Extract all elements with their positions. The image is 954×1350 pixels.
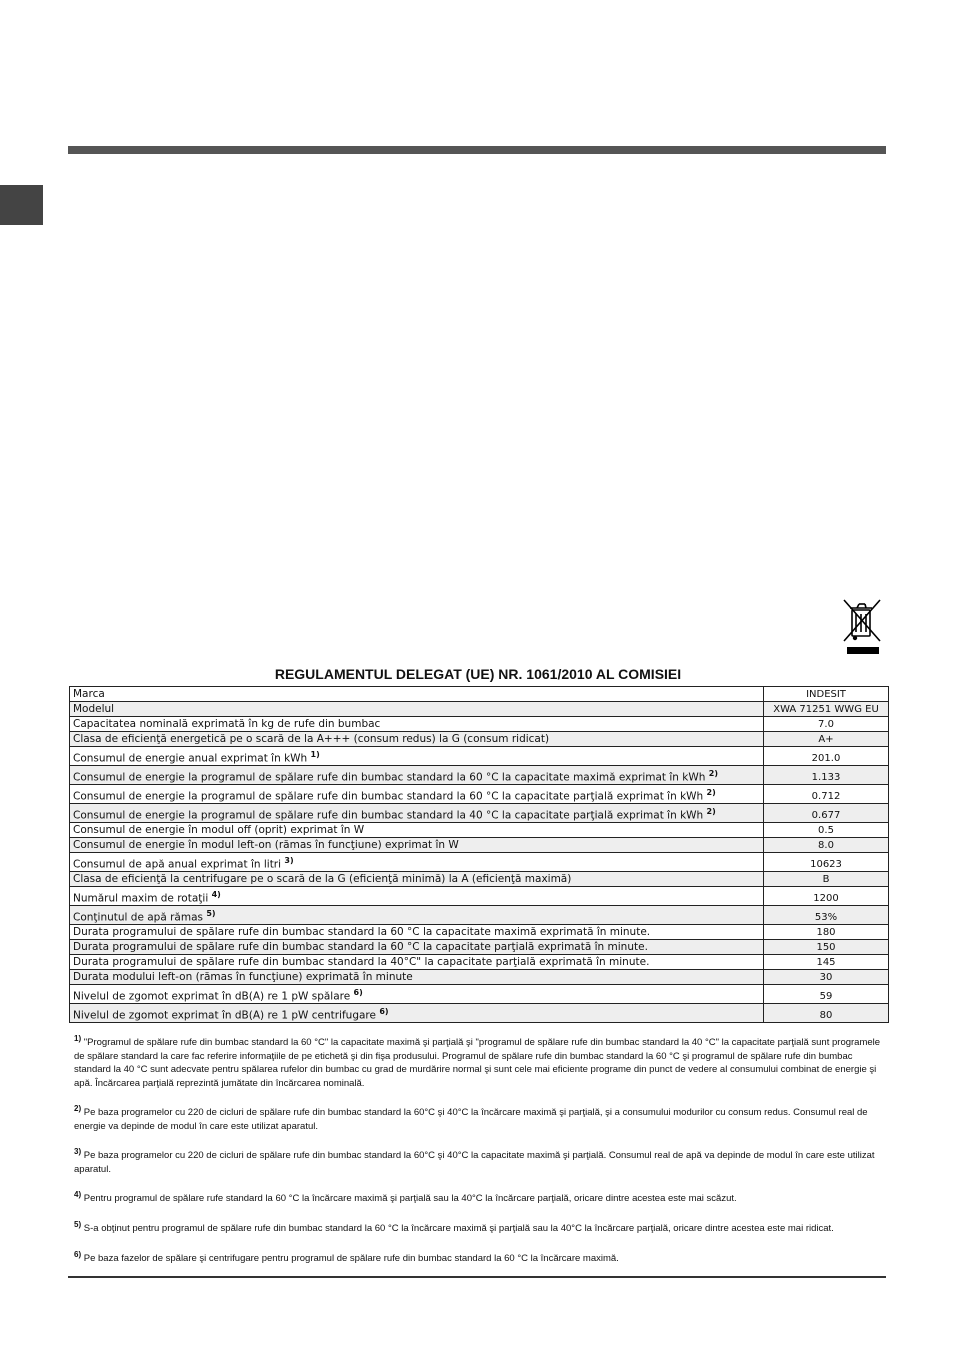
- spec-value: 10623: [764, 853, 889, 872]
- footnote-marker: 4): [74, 1190, 82, 1200]
- spec-row: [70, 747, 889, 766]
- spec-label: Clasa de eficienţă la centrifugare pe o scară de la G (eficienţă minimă) la A (eficienţă maximă): [73, 873, 572, 886]
- spec-value: 8.0: [764, 838, 889, 853]
- spec-label: Capacitatea nominală exprimată în kg de rufe din bumbac: [73, 718, 381, 731]
- spec-label: Durata modului left-on (rămas în funcţiune) exprimată în minute: [73, 971, 413, 984]
- spec-label: Clasa de eficienţă energetică pe o scară de la A+++ (consum redus) la G (consum ridicat): [73, 733, 550, 746]
- spec-row: [70, 985, 889, 1004]
- footnote-reference: 6): [379, 1006, 389, 1016]
- section-tab-marker: [0, 185, 43, 225]
- footnote-marker: 6): [74, 1249, 82, 1259]
- spec-label: Conţinutul de apă rămas: [73, 911, 203, 924]
- footnote-marker: 2): [74, 1104, 82, 1114]
- footnote-text: Pe baza programelor cu 220 de cicluri de spălare rufe din bumbac standard la 60°C şi 40°C la încărcare maximă şi parţială, şi a consumului modurilor cu consum redus. Consumul real de energie va depinde de modul în care este utilizat aparatul.: [74, 1107, 868, 1132]
- spec-value: 145: [764, 955, 889, 970]
- spec-row: [70, 702, 889, 717]
- spec-value: XWA 71251 WWG EU: [764, 702, 889, 717]
- footnote-reference: 5): [206, 908, 216, 918]
- footnote-item: [74, 1188, 884, 1206]
- footnote-item: [74, 1145, 884, 1176]
- footnote-text: "Programul de spălare rufe din bumbac standard la 60 °C" la capacitate maximă şi parţială şi "programul de spălare rufe din bumbac standard la 40 °C" la capacitate parţială sunt programele de spălare standard la care fac referire informaţiile de pe etichetă şi din fişa produsului. Programul de spălare rufe din bumbac standard la 60 °C şi programul de spălare rufe din bumbac standard la 40 °C sunt adecvate pentru spălarea rufelor din bumbac cu grad de murdărire normal şi sunt cele mai eficiente programe din punct de vedere al consumului combinat de energie şi apă. Încărcarea parţială reprezintă jumătate din încărcarea nominală.: [74, 1037, 881, 1089]
- spec-row: [70, 838, 889, 853]
- spec-label-cell: [70, 687, 764, 702]
- footnote-reference: 1): [310, 749, 320, 759]
- spec-label-cell: [70, 804, 764, 823]
- spec-value: B: [764, 872, 889, 887]
- spec-label-cell: [70, 717, 764, 732]
- spec-value: 150: [764, 940, 889, 955]
- spec-label-cell: [70, 766, 764, 785]
- spec-label: Consumul de energie la programul de spălare rufe din bumbac standard la 60 °C la capacitate maximă exprimat în kWh: [73, 771, 706, 784]
- spec-label: Durata programului de spălare rufe din bumbac standard la 60 °C la capacitate maximă exprimată în minute.: [73, 926, 651, 939]
- footer-rule: [68, 1276, 886, 1278]
- spec-value: A+: [764, 732, 889, 747]
- spec-value: 0.712: [764, 785, 889, 804]
- spec-row: [70, 970, 889, 985]
- spec-row: [70, 872, 889, 887]
- spec-label-cell: [70, 747, 764, 766]
- footnote-item: [74, 1032, 884, 1090]
- spec-row: [70, 785, 889, 804]
- footnote-text: S-a obţinut pentru programul de spălare rufe din bumbac standard la 60 °C la încărcare maximă şi parţială sau la 40°C la încărcare parţială, oricare dintre acestea este mai ridicat.: [83, 1223, 834, 1235]
- footnote-text: Pentru programul de spălare rufe standard la 60 °C la încărcare maximă şi parţială sau la 40°C la încărcare parţială, oricare dintre acestea este mai scăzut.: [83, 1193, 737, 1205]
- footnote-marker: 5): [74, 1220, 82, 1230]
- footnote-reference: 3): [284, 855, 294, 865]
- spec-label-cell: [70, 970, 764, 985]
- footnote-marker: 1): [74, 1034, 82, 1043]
- spec-table: [69, 686, 889, 1023]
- spec-label: Consumul de energie la programul de spălare rufe din bumbac standard la 40 °C la capacitate parţială exprimat în kWh: [73, 809, 704, 822]
- footnote-reference: 2): [706, 787, 716, 797]
- spec-label-cell: [70, 853, 764, 872]
- spec-row: [70, 940, 889, 955]
- spec-row: [70, 823, 889, 838]
- spec-value: 7.0: [764, 717, 889, 732]
- spec-label: Consumul de energie în modul off (oprit) exprimat în W: [73, 824, 365, 837]
- spec-row: [70, 766, 889, 785]
- spec-row: [70, 687, 889, 702]
- footnote-marker: 3): [74, 1147, 82, 1157]
- spec-row: [70, 906, 889, 925]
- spec-row: [70, 804, 889, 823]
- spec-label-cell: [70, 940, 764, 955]
- spec-row: [70, 887, 889, 906]
- spec-row: [70, 925, 889, 940]
- spec-label: Numărul maxim de rotaţii: [73, 892, 209, 905]
- spec-value: 1.133: [764, 766, 889, 785]
- spec-label-cell: [70, 925, 764, 940]
- spec-label: Durata programului de spălare rufe din bumbac standard la 40°C" la capacitate parţială exprimată în minute.: [73, 956, 650, 969]
- spec-value: 0.5: [764, 823, 889, 838]
- spec-label: Modelul: [73, 703, 115, 716]
- spec-label-cell: [70, 955, 764, 970]
- footnotes: [74, 1032, 884, 1277]
- spec-row: [70, 1004, 889, 1023]
- spec-label-cell: [70, 838, 764, 853]
- footnote-item: [74, 1102, 884, 1133]
- spec-value: INDESIT: [764, 687, 889, 702]
- spec-value: 201.0: [764, 747, 889, 766]
- spec-label-cell: [70, 785, 764, 804]
- spec-value: 80: [764, 1004, 889, 1023]
- spec-label: Consumul de apă anual exprimat în litri: [73, 858, 282, 871]
- spec-label: Nivelul de zgomot exprimat în dB(A) re 1 pW centrifugare: [73, 1009, 376, 1022]
- regulation-title: REGULAMENTUL DELEGAT (UE) NR. 1061/2010 AL COMISIEI: [274, 666, 682, 682]
- spec-row: [70, 732, 889, 747]
- spec-label: Consumul de energie la programul de spălare rufe din bumbac standard la 60 °C la capacitate parţială exprimat în kWh: [73, 790, 704, 803]
- spec-row: [70, 853, 889, 872]
- spec-row: [70, 717, 889, 732]
- spec-label-cell: [70, 1004, 764, 1023]
- spec-value: 59: [764, 985, 889, 1004]
- spec-label-cell: [70, 887, 764, 906]
- spec-label: Durata programului de spălare rufe din bumbac standard la 60 °C la capacitate parţială exprimată în minute.: [73, 941, 648, 954]
- spec-label: Nivelul de zgomot exprimat în dB(A) re 1 pW spălare: [73, 990, 351, 1003]
- spec-label-cell: [70, 906, 764, 925]
- spec-value: 0.677: [764, 804, 889, 823]
- spec-label-cell: [70, 702, 764, 717]
- footnote-item: [74, 1248, 884, 1266]
- footnote-reference: 2): [708, 768, 718, 778]
- crossed-out-wheelie-bin-icon: [840, 597, 884, 655]
- spec-label: Consumul de energie în modul left-on (rămas în funcţiune) exprimat în W: [73, 839, 459, 852]
- spec-label-cell: [70, 732, 764, 747]
- spec-value: 1200: [764, 887, 889, 906]
- footnote-reference: 2): [706, 806, 716, 816]
- spec-value: 180: [764, 925, 889, 940]
- spec-label-cell: [70, 985, 764, 1004]
- spec-row: [70, 955, 889, 970]
- footnote-reference: 6): [353, 987, 363, 997]
- spec-label-cell: [70, 823, 764, 838]
- spec-value: 30: [764, 970, 889, 985]
- footnote-text: Pe baza fazelor de spălare şi centrifugare pentru programul de spălare rufe din bumbac standard la 60 °C la încărcare maximă.: [83, 1252, 619, 1264]
- spec-value: 53%: [764, 906, 889, 925]
- footnote-text: Pe baza programelor cu 220 de cicluri de spălare rufe din bumbac standard la 60°C şi 40°C la capacitate maximă şi parţială. Consumul real de apă va depinde de modul în care este utilizat aparatul.: [74, 1150, 875, 1175]
- spec-label: Marca: [73, 688, 105, 701]
- spec-label-cell: [70, 872, 764, 887]
- footnote-reference: 4): [211, 889, 221, 899]
- spec-label: Consumul de energie anual exprimat în kWh: [73, 752, 308, 765]
- footnote-item: [74, 1218, 884, 1236]
- header-rule: [68, 146, 886, 154]
